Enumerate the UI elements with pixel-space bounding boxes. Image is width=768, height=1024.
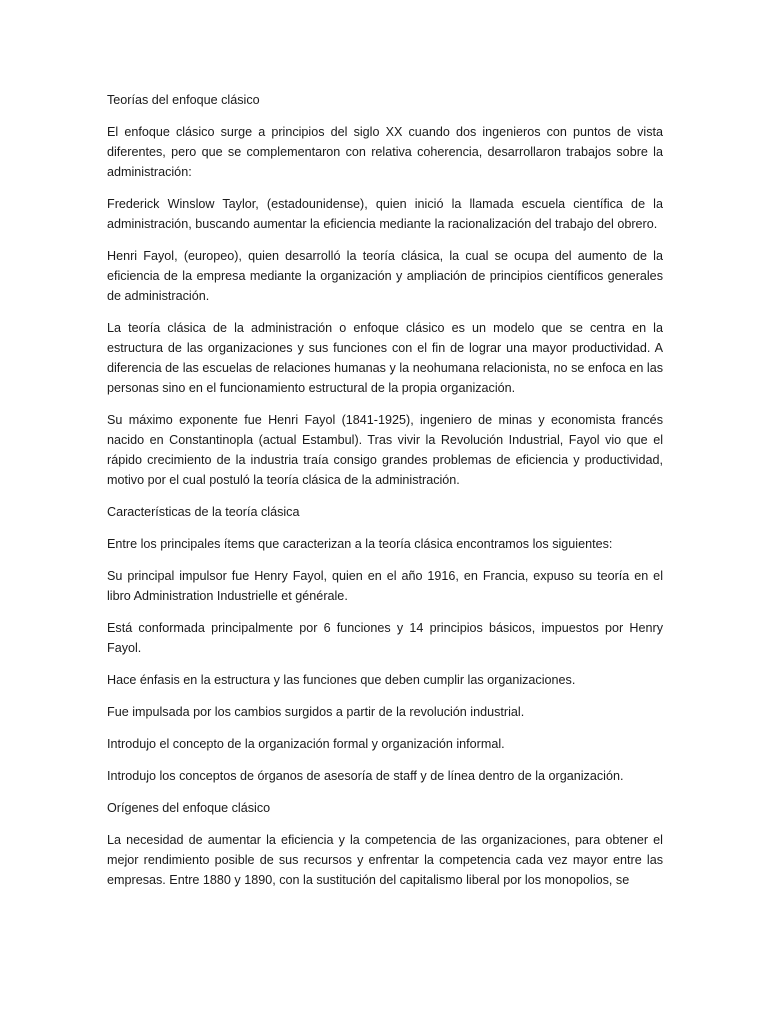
paragraph-necesidad: La necesidad de aumentar la eficiencia y la competencia de las organizaciones, para obtener el mejor rendimiento posible de sus recursos y enfrentar la competencia cada vez mayor entre las empresas. Entre 1880 y 1890, con la sustitución del capitalismo liberal por los monopolios, se: [107, 833, 663, 887]
section-heading-origenes: Orígenes del enfoque clásico: [107, 801, 271, 815]
paragraph-revolucion: Fue impulsada por los cambios surgidos a partir de la revolución industrial.: [107, 705, 525, 719]
section-heading-caracteristicas: Características de la teoría clásica: [107, 505, 300, 519]
paragraph-maximo-exponente: Su máximo exponente fue Henri Fayol (1841-1925), ingeniero de minas y economista francés nacido en Constantinopla (actual Estambul). Tras vivir la Revolución Industrial, Fayol vio que el rápido crecimiento de la industria traía consigo grandes problemas de eficiencia y productividad, motivo por el cual postuló la teoría clásica de la administración.: [107, 413, 663, 487]
paragraph-intro: El enfoque clásico surge a principios del siglo XX cuando dos ingenieros con puntos de vista diferentes, pero que se complementaron con relativa coherencia, desarrollaron trabajos sobre la administración:: [107, 125, 663, 179]
paragraph-teoria-clasica: La teoría clásica de la administración o enfoque clásico es un modelo que se centra en la estructura de las organizaciones y sus funciones con el fin de lograr una mayor productividad. A diferencia de las escuelas de relaciones humanas y la neohumana relacionista, no se enfoca en las personas sino en el funcionamiento estructural de la propia organización.: [107, 321, 663, 395]
paragraph-fayol: Henri Fayol, (europeo), quien desarrolló la teoría clásica, la cual se ocupa del aumento de la eficiencia de la empresa mediante la organización y ampliación de principios científicos generales de administración.: [107, 249, 663, 303]
paragraph-staff-linea: Introdujo los conceptos de órganos de asesoría de staff y de línea dentro de la organización.: [107, 769, 624, 783]
paragraph-taylor: Frederick Winslow Taylor, (estadounidense), quien inició la llamada escuela científica de la administración, buscando aumentar la eficiencia mediante la racionalización del trabajo del obrero.: [107, 197, 663, 231]
paragraph-organizacion-formal: Introdujo el concepto de la organización formal y organización informal.: [107, 737, 505, 751]
document-page: [107, 90, 663, 902]
paragraph-items-intro: Entre los principales ítems que caracterizan a la teoría clásica encontramos los siguientes:: [107, 537, 613, 551]
paragraph-funciones-principios: Está conformada principalmente por 6 funciones y 14 principios básicos, impuestos por Henry Fayol.: [107, 621, 663, 655]
paragraph-enfasis: Hace énfasis en la estructura y las funciones que deben cumplir las organizaciones.: [107, 673, 576, 687]
section-heading-teorias: Teorías del enfoque clásico: [107, 93, 260, 107]
paragraph-impulsor: Su principal impulsor fue Henry Fayol, quien en el año 1916, en Francia, expuso su teoría en el libro Administration Industrielle et générale.: [107, 569, 663, 603]
